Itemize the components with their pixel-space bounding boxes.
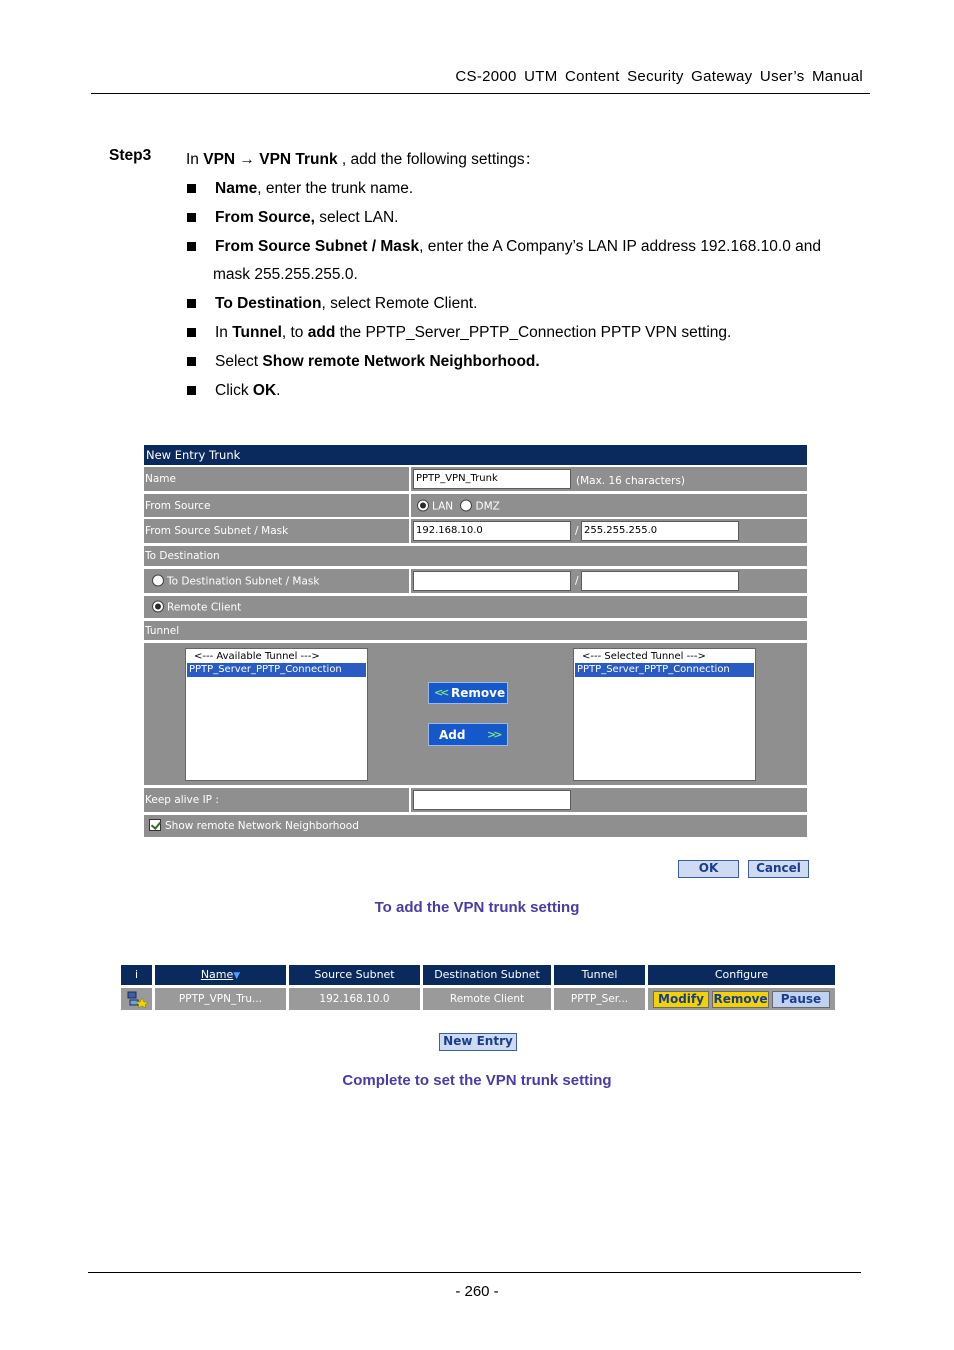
table-row-tunnel: PPTP_Ser... <box>554 988 645 1010</box>
trunk-icon <box>126 990 148 1008</box>
row-to-destination <box>144 546 807 566</box>
col-name[interactable] <box>155 965 286 985</box>
bullet-square-icon <box>187 242 196 251</box>
table-row-icon-cell <box>121 988 152 1010</box>
remove-entry-button[interactable]: Remove <box>713 992 768 1006</box>
remote-client-option <box>152 601 241 614</box>
bullet-from-source <box>215 209 398 227</box>
subnet-input[interactable]: 192.168.10.0 <box>413 521 571 541</box>
cell-label <box>144 788 409 812</box>
pause-button[interactable]: Pause <box>772 991 830 1008</box>
bullet-tunnel <box>215 324 731 342</box>
footer-rule <box>88 1272 861 1273</box>
row-tunnel-lists <box>144 643 807 785</box>
subnet-slash: / <box>575 525 579 537</box>
bullet-bold: OK <box>252 382 277 399</box>
dest-subnet-radio[interactable] <box>152 575 164 587</box>
cell-label <box>144 569 409 593</box>
remove-button[interactable] <box>428 682 508 704</box>
cell-value <box>411 788 807 812</box>
panel-title-bar <box>144 445 807 465</box>
table-row-name: PPTP_VPN_Tru... <box>155 988 286 1010</box>
name-hint: (Max. 16 characters) <box>576 475 686 487</box>
step-label: Step3 <box>109 147 152 164</box>
row-show-remote <box>144 815 807 837</box>
bullet-bold: Tunnel <box>232 324 282 341</box>
row-from-source <box>144 494 807 517</box>
bullet-pre: Click <box>215 382 253 399</box>
col-tunnel: Tunnel <box>554 965 645 985</box>
lan-label: LAN <box>432 500 454 512</box>
cancel-button[interactable]: Cancel <box>748 860 809 878</box>
table-row-source: 192.168.10.0 <box>289 988 420 1010</box>
remote-client-label: Remote Client <box>167 601 242 614</box>
bullet-text: , select Remote Client. <box>321 295 478 312</box>
modify-button[interactable]: Modify <box>653 991 709 1008</box>
bullet-bold: From Source, <box>215 209 315 226</box>
dest-mask-input[interactable] <box>581 571 739 591</box>
col-name-label[interactable]: Name <box>200 968 234 981</box>
bullet-text: , enter the trunk name. <box>257 180 414 197</box>
bullet-pre: In <box>215 324 233 341</box>
mask-input[interactable]: 255.255.255.0 <box>581 521 739 541</box>
caption-complete: Complete to set the VPN trunk setting <box>342 1072 612 1089</box>
keep-alive-label: Keep alive IP : <box>145 794 219 806</box>
bullet-subnet-cont: mask 255.255.255.0. <box>213 266 358 283</box>
dest-subnet-label: To Destination Subnet / Mask <box>167 575 320 588</box>
subnet-label: From Source Subnet / Mask <box>145 525 289 537</box>
row-tunnel <box>144 621 807 640</box>
bullet-square-icon <box>187 386 196 395</box>
bullet-text: the PPTP_Server_PPTP_Connection PPTP VPN setting. <box>335 324 732 341</box>
bullet-bold: To Destination <box>215 295 322 312</box>
ok-button[interactable]: OK <box>678 860 739 878</box>
row-name <box>144 467 807 491</box>
intro-arrow: → <box>239 151 255 168</box>
col-i: i <box>121 965 152 985</box>
bullet-bold2: add <box>307 324 336 341</box>
selected-tunnel-header: <--- Selected Tunnel ---> <box>582 651 706 662</box>
bullet-bold: Name <box>215 180 258 197</box>
source-options <box>417 499 500 512</box>
new-entry-button[interactable]: New Entry <box>439 1033 517 1051</box>
remove-button-label: Remove <box>451 686 506 700</box>
bullet-show-remote <box>215 353 540 371</box>
bullet-mid: , to <box>281 324 308 341</box>
name-input[interactable]: PPTP_VPN_Trunk <box>413 469 571 489</box>
caption-add-trunk: To add the VPN trunk setting <box>374 899 580 916</box>
bullet-text: . <box>276 382 281 399</box>
dmz-label: DMZ <box>475 500 500 512</box>
step-intro <box>186 147 540 169</box>
keep-alive-input[interactable] <box>413 790 571 810</box>
dmz-radio[interactable] <box>460 499 472 511</box>
double-left-arrow-icon: << <box>434 686 447 699</box>
bullet-text: select LAN. <box>314 209 399 226</box>
cell-label <box>144 519 409 543</box>
cell-label <box>144 494 409 517</box>
bullet-pre: Select <box>215 353 263 370</box>
running-header: CS-2000 UTM Content Security Gateway User’s Manual <box>455 68 863 85</box>
sort-down-icon: ▼ <box>233 971 241 981</box>
double-right-arrow-icon: >> <box>487 728 500 741</box>
available-tunnel-list[interactable] <box>185 648 368 781</box>
page-number: - 260 - <box>455 1283 499 1300</box>
dest-slash: / <box>575 575 579 587</box>
bullet-subnet <box>215 238 821 256</box>
lan-radio[interactable] <box>417 499 429 511</box>
to-destination-label: To Destination <box>145 550 220 562</box>
cell-value <box>411 569 807 593</box>
cell-value <box>411 519 807 543</box>
row-keep-alive <box>144 788 807 812</box>
table-row-configure <box>648 988 835 1010</box>
add-button[interactable] <box>428 723 508 746</box>
cell-value <box>411 467 807 491</box>
tunnel-label: Tunnel <box>145 624 180 637</box>
selected-tunnel-item[interactable]: PPTP_Server_PPTP_Connection <box>575 663 754 677</box>
col-dest: Destination Subnet <box>423 965 551 985</box>
dest-subnet-option <box>152 575 319 588</box>
cell-label <box>144 467 409 491</box>
from-source-label: From Source <box>145 499 211 512</box>
bullet-name <box>215 180 413 198</box>
bullet-bold: From Source Subnet / Mask <box>215 238 420 255</box>
name-label: Name <box>145 473 176 485</box>
row-dest-subnet <box>144 569 807 593</box>
remote-client-radio[interactable] <box>152 601 164 613</box>
col-configure: Configure <box>648 965 835 985</box>
show-remote-checkbox[interactable] <box>149 819 161 831</box>
bullet-square-icon <box>187 213 196 222</box>
available-tunnel-header: <--- Available Tunnel ---> <box>194 651 320 662</box>
intro-trunk: VPN Trunk <box>259 151 338 168</box>
col-source: Source Subnet <box>289 965 420 985</box>
bullet-square-icon <box>187 184 196 193</box>
panel-title: New Entry Trunk <box>146 448 241 462</box>
bullet-click-ok <box>215 382 280 400</box>
bullet-to-destination <box>215 295 477 313</box>
intro-pre: In <box>186 151 204 168</box>
add-button-label: Add <box>439 728 466 742</box>
bullet-square-icon <box>187 328 196 337</box>
bullet-square-icon <box>187 299 196 308</box>
table-row-dest: Remote Client <box>423 988 551 1010</box>
selected-tunnel-list[interactable] <box>573 648 756 781</box>
bullet-bold: Show remote Network Neighborhood. <box>262 353 540 370</box>
dest-subnet-input[interactable] <box>413 571 571 591</box>
cell-value <box>411 494 807 517</box>
show-remote-label: Show remote Network Neighborhood <box>165 820 359 832</box>
available-tunnel-item[interactable]: PPTP_Server_PPTP_Connection <box>187 663 366 677</box>
bullet-text: , enter the A Company’s LAN IP address 192.168.10.0 and <box>419 238 821 255</box>
row-remote-client <box>144 596 807 618</box>
bullet-square-icon <box>187 357 196 366</box>
row-subnet <box>144 519 807 543</box>
header-rule <box>91 93 870 94</box>
intro-post: , add the following settings： <box>337 151 541 168</box>
intro-vpn: VPN <box>203 151 236 168</box>
